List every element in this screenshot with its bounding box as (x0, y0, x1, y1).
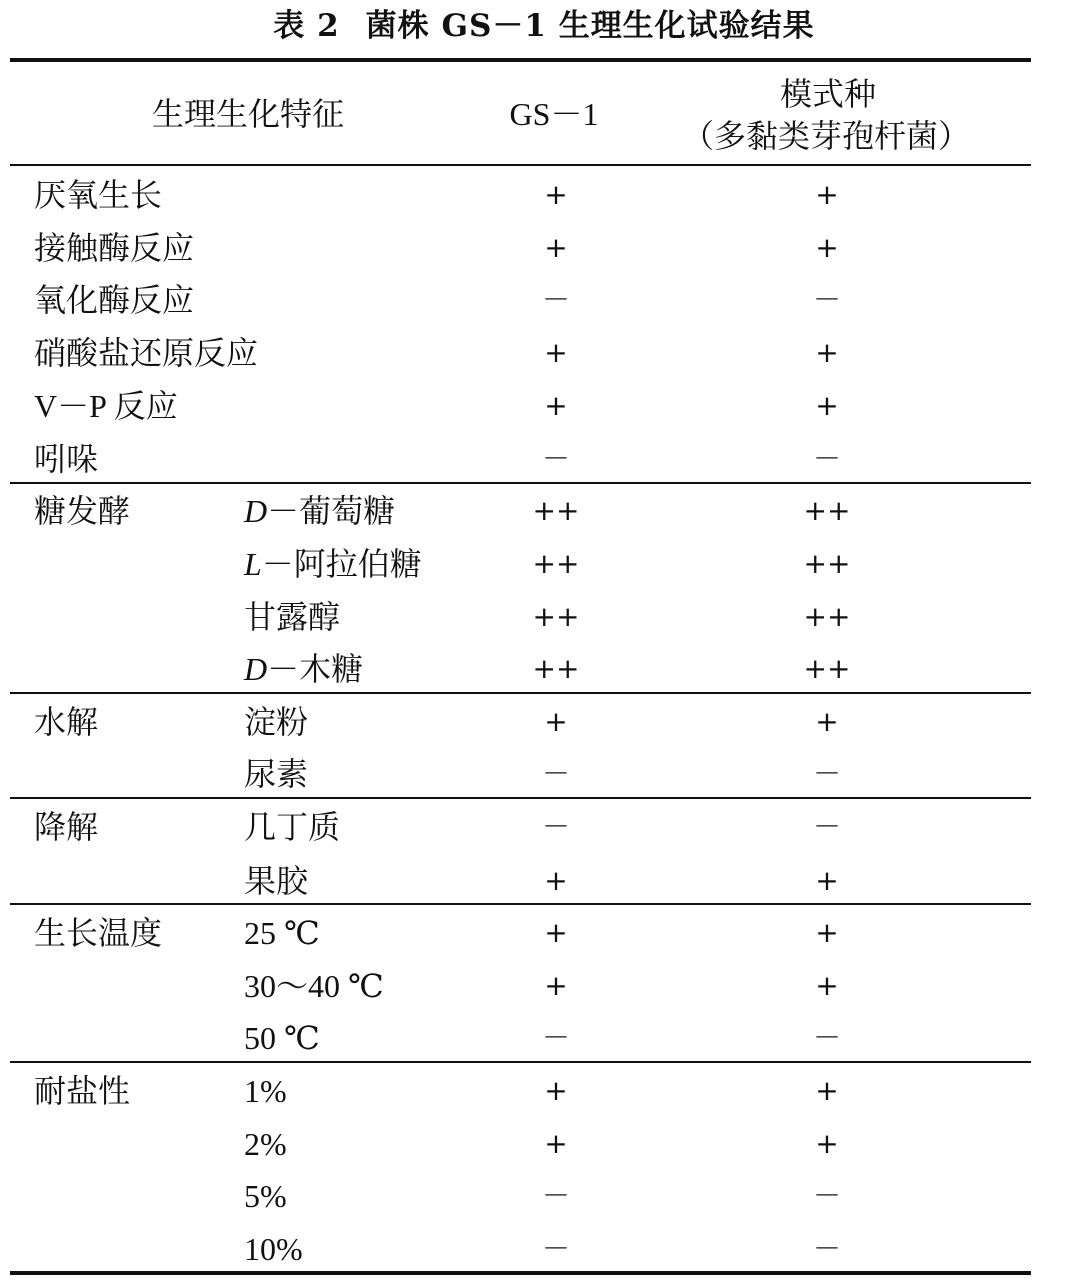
gs1-value: + (544, 864, 568, 897)
ref-value: ++ (803, 494, 851, 527)
gs1-value: + (544, 336, 568, 369)
gs1-value: － (541, 283, 571, 316)
group-rule-sugar (10, 482, 1031, 484)
row-label: 吲哚 (34, 440, 99, 478)
table-number: 表 2 (273, 8, 340, 44)
gs1-value: － (541, 1021, 571, 1054)
gs1-value: ++ (532, 600, 580, 633)
table-caption (0, 0, 1088, 52)
sub-row-label: 果胶 (244, 862, 309, 900)
ref-value: － (812, 1232, 842, 1265)
sub-row-label: 10% (244, 1231, 303, 1267)
group-name: 糖发酵 (34, 492, 131, 530)
sub-row-label: 50 ℃ (244, 1020, 320, 1056)
group-rule-hydrolysis (10, 692, 1031, 694)
group-rule-degradation (10, 797, 1031, 799)
sub-row-label: D－木糖 (244, 650, 364, 688)
gs1-value: + (544, 231, 568, 264)
row-label: V－P 反应 (34, 388, 178, 424)
gs1-value: ++ (532, 652, 580, 685)
isomer-prefix: D (244, 493, 268, 529)
ref-value: + (815, 231, 839, 264)
ref-value: + (815, 969, 839, 1002)
gs1-value: － (541, 442, 571, 475)
group-rule-temperature (10, 903, 1031, 905)
header-type-species: 模式种 (779, 75, 877, 113)
isomer-prefix: D (244, 651, 268, 687)
gs1-value: － (541, 1179, 571, 1212)
ref-value: + (815, 1127, 839, 1160)
sub-row-label: 甘露醇 (244, 598, 341, 636)
gs1-value: + (544, 1127, 568, 1160)
gs1-value: － (541, 1232, 571, 1265)
ref-value: － (812, 442, 842, 475)
sub-row-label: 1% (244, 1073, 287, 1109)
gs1-value: ++ (532, 547, 580, 580)
gs1-value: + (544, 916, 568, 949)
ref-value: ++ (803, 652, 851, 685)
header-strain: GS－1 (509, 96, 599, 132)
header-type-species-name: （多黏类芽孢杆菌） (681, 117, 971, 155)
ref-value: － (812, 1021, 842, 1054)
gs1-value: + (544, 1074, 568, 1107)
row-label: 硝酸盐还原反应 (34, 334, 259, 372)
group-name: 耐盐性 (34, 1072, 131, 1110)
bottom-rule (10, 1271, 1031, 1275)
gs1-value: － (541, 757, 571, 790)
ref-value: － (812, 810, 842, 843)
ref-value: ++ (803, 600, 851, 633)
row-label: 氧化酶反应 (34, 281, 195, 319)
ref-value: + (815, 1074, 839, 1107)
ref-value: + (815, 916, 839, 949)
header-feature: 生理生化特征 (151, 95, 345, 133)
sub-row-label: 淀粉 (244, 703, 309, 741)
ref-value: ++ (803, 547, 851, 580)
sub-row-label: 5% (244, 1178, 287, 1214)
row-label: 接触酶反应 (34, 229, 195, 267)
ref-value: + (815, 389, 839, 422)
ref-value: － (812, 757, 842, 790)
isomer-prefix: L (244, 546, 262, 582)
sub-row-label: 2% (244, 1126, 287, 1162)
group-name: 生长温度 (34, 914, 163, 952)
ref-value: + (815, 705, 839, 738)
sub-row-label: 30～40 ℃ (244, 968, 384, 1004)
group-name: 降解 (34, 808, 99, 846)
sub-row-label: 几丁质 (244, 808, 341, 846)
ref-value: + (815, 336, 839, 369)
header-rule (10, 164, 1031, 166)
group-name: 水解 (34, 703, 99, 741)
gs1-value: + (544, 969, 568, 1002)
gs1-value: － (541, 810, 571, 843)
table-title: 菌株 GS－1 生理生化试验结果 (365, 8, 815, 44)
sub-row-label: 尿素 (244, 755, 309, 793)
ref-value: － (812, 1179, 842, 1212)
sub-row-label: L－阿拉伯糖 (244, 545, 422, 583)
gs1-value: ++ (532, 494, 580, 527)
top-rule (10, 58, 1031, 62)
gs1-value: + (544, 389, 568, 422)
ref-value: + (815, 864, 839, 897)
ref-value: － (812, 283, 842, 316)
sub-row-label: 25 ℃ (244, 915, 320, 951)
gs1-value: + (544, 178, 568, 211)
gs1-value: + (544, 705, 568, 738)
sub-row-label: D－葡萄糖 (244, 492, 396, 530)
ref-value: + (815, 178, 839, 211)
row-label: 厌氧生长 (34, 176, 163, 214)
group-rule-salt (10, 1061, 1031, 1063)
